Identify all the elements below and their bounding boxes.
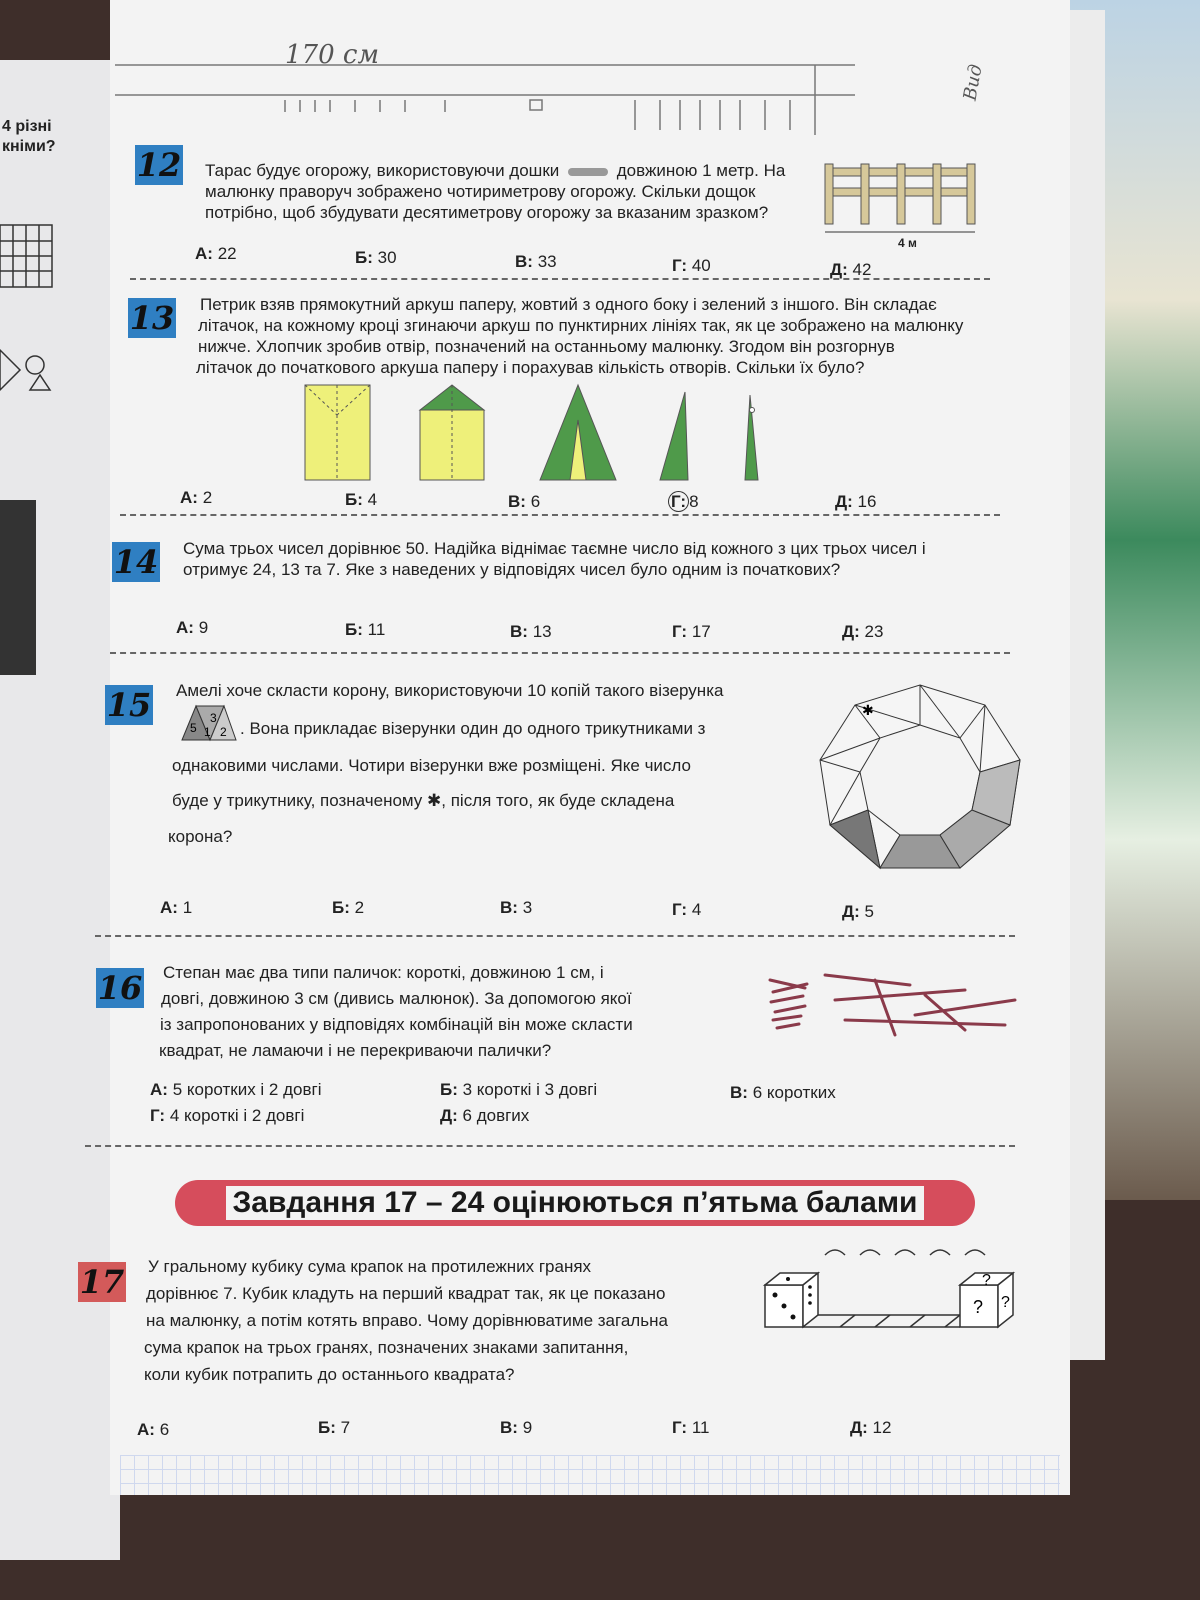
option-value: 1 — [182, 898, 193, 917]
fence-figure — [825, 160, 985, 240]
q15-text-line4: буде у трикутнику, позначеному ✱, після того, як буде складена — [172, 791, 675, 810]
page-bottom-grid — [120, 1455, 1060, 1495]
separator-line — [95, 935, 1015, 937]
q17-option-e[interactable] — [850, 1418, 891, 1438]
separator-line — [120, 514, 1000, 516]
question-number-16: 16 — [97, 969, 143, 1007]
q16-option-c[interactable] — [730, 1083, 836, 1103]
question-number-14: 14 — [113, 543, 159, 581]
option-value: 40 — [691, 256, 711, 275]
q13-option-a[interactable] — [180, 488, 212, 508]
option-value: 23 — [864, 622, 884, 641]
option-letter: В: — [730, 1083, 748, 1102]
pattern-number: 2 — [220, 725, 227, 739]
option-value: 8 — [689, 492, 699, 511]
option-letter: Г: — [150, 1106, 166, 1125]
q17-text-line4: сума крапок на трьох гранях, позначених знаками запитання, — [144, 1338, 629, 1357]
question-number-13: 13 — [129, 299, 175, 337]
option-value: 3 — [522, 898, 533, 917]
q15-text-line3: однаковими числами. Чотири візерунки вже розміщені. Яке число — [172, 756, 691, 775]
question-number-15: 15 — [106, 686, 152, 724]
q15-text-line1: Амелі хоче скласти корону, використовуючи 10 копій такого візерунка — [176, 681, 724, 700]
option-value: 5 — [864, 902, 874, 921]
option-value: 42 — [852, 260, 872, 279]
q14-option-c[interactable] — [510, 622, 552, 642]
handwritten-length: 170 см — [285, 40, 380, 70]
option-letter: Г: — [672, 256, 688, 275]
option-value: 22 — [217, 244, 237, 263]
q14-option-b[interactable] — [345, 620, 385, 640]
option-value: 16 — [857, 492, 877, 511]
q12-option-d[interactable] — [672, 256, 711, 276]
q14-text-line2: отримує 24, 13 та 7. Яке з наведених у відповідях чисел було одним із початкових? — [183, 560, 841, 579]
q12-option-e[interactable] — [830, 260, 871, 280]
fence-dimension-label: 4 м — [898, 236, 917, 250]
dice-rolling-figure — [760, 1245, 1040, 1355]
crown-figure — [810, 680, 1030, 880]
option-value: 6 довгих — [462, 1106, 530, 1125]
option-letter: Б: — [345, 620, 363, 639]
pattern-number: 3 — [210, 711, 217, 725]
sticks-figure — [765, 970, 1025, 1050]
q12-text-line3: потрібно, щоб збудувати десятиметрову огорожу за вказаним зразком? — [205, 203, 769, 222]
q12-text-line2: малюнку праворуч зображено чотириметрову огорожу. Скільки дощок — [205, 182, 756, 201]
q14-option-d[interactable] — [672, 622, 711, 642]
option-value: 4 — [691, 900, 702, 919]
q12-text-line1-start: Тарас будує огорожу, використовуючи дошки — [205, 161, 560, 180]
separator-line — [110, 652, 1010, 654]
q15-text-line2: . Вона прикладає візерунки один до одного трикутниками з — [240, 719, 706, 738]
left-page-text-2: кніми? — [2, 138, 56, 155]
option-value: 33 — [537, 252, 557, 271]
option-letter: А: — [160, 898, 178, 917]
option-letter: Д: — [850, 1418, 868, 1437]
q13-text-line3: нижче. Хлопчик зробив отвір, позначений на останньому малюнку. Згодом він розгорнув — [198, 337, 895, 356]
option-value: 6 — [159, 1420, 170, 1439]
option-letter: Г: — [672, 1418, 688, 1437]
option-letter: Б: — [355, 248, 373, 267]
q15-text-line5: корона? — [168, 827, 233, 846]
handwritten-side-note: Вид — [959, 62, 987, 103]
option-letter: Д: — [842, 902, 860, 921]
q16-text-line2: довгі, довжиною 3 см (дивись малюнок). За допомогою якої — [161, 989, 632, 1008]
left-page-text-1: 4 різні — [2, 118, 52, 135]
question-number-12: 12 — [136, 146, 182, 184]
option-letter: В: — [500, 1418, 518, 1437]
option-value: 11 — [691, 1418, 710, 1437]
option-value: 2 — [202, 488, 213, 507]
option-value: 12 — [872, 1418, 892, 1437]
option-value: 6 — [530, 492, 541, 511]
unknown-face-top: ? — [982, 1272, 991, 1289]
option-letter: А: — [180, 488, 198, 507]
separator-line — [130, 278, 990, 280]
q14-text-line1: Сума трьох чисел дорівнює 50. Надійка віднімає таємне число від кожного з цих трьох чисел і — [183, 539, 926, 558]
option-letter: В: — [508, 492, 526, 511]
q12-option-a[interactable] — [195, 244, 237, 264]
option-value: 9 — [198, 618, 209, 637]
option-letter: Г: — [668, 491, 689, 512]
q12-text-line1-end: довжиною 1 метр. На — [616, 161, 786, 180]
q15-option-a[interactable] — [160, 898, 192, 918]
paper-plane-folding-steps — [300, 380, 800, 490]
q13-text-line1: Петрик взяв прямокутний аркуш паперу, жовтий з одного боку і зелений з іншого. Він складає — [200, 295, 937, 314]
q15-option-e[interactable] — [842, 902, 874, 922]
crown-pattern-piece — [180, 702, 238, 742]
option-letter: Д: — [835, 492, 853, 511]
option-letter: Д: — [842, 622, 860, 641]
q17-option-a[interactable] — [137, 1420, 169, 1440]
q17-option-d[interactable] — [672, 1418, 709, 1438]
q15-option-c[interactable] — [500, 898, 532, 918]
q15-option-d[interactable] — [672, 900, 701, 920]
q16-text-line3: із запропонованих у відповідях комбінацій він може скласти — [160, 1015, 633, 1034]
q13-option-c[interactable] — [508, 492, 540, 512]
q13-option-e[interactable] — [835, 492, 876, 512]
q16-option-a[interactable] — [150, 1080, 322, 1100]
option-value: 5 коротких і 2 довгі — [172, 1080, 322, 1099]
option-letter: А: — [150, 1080, 168, 1099]
option-value: 4 короткі і 2 довгі — [169, 1106, 305, 1125]
q14-option-e[interactable] — [842, 622, 883, 642]
q13-text-line4: літачок до початкового аркуша паперу і порахував кількість отворів. Скільки їх було? — [196, 358, 865, 377]
option-letter: Г: — [672, 622, 688, 641]
q17-text-line3: на малюнку, а потім котять вправо. Чому дорівнюватиме загальна — [146, 1311, 668, 1330]
q16-option-d[interactable] — [150, 1106, 304, 1126]
option-letter: А: — [137, 1420, 155, 1439]
option-value: 30 — [377, 248, 397, 267]
q12-text-line1 — [205, 160, 785, 181]
left-page-shapes — [0, 345, 60, 405]
option-value: 17 — [691, 622, 711, 641]
unknown-face-front: ? — [973, 1297, 984, 1317]
option-letter: Д: — [830, 260, 848, 279]
q16-option-b[interactable] — [440, 1080, 597, 1100]
fence-sketch — [115, 50, 875, 140]
q13-text-line2: літачок, на кожному кроці згинаючи аркуш по пунктирних лініях так, як це зображено на малюнку — [198, 316, 964, 335]
q17-option-c[interactable] — [500, 1418, 532, 1438]
option-letter: Б: — [332, 898, 350, 917]
q13-option-b[interactable] — [345, 490, 377, 510]
q17-text-line5: коли кубик потрапить до останнього квадрата? — [144, 1365, 515, 1384]
star-marker-icon: ✱ — [862, 702, 874, 718]
section-banner-text: Завдання 17 – 24 оцінюються п’ятьма балами — [226, 1186, 923, 1220]
left-page-dark-panel — [0, 500, 36, 675]
q17-text-line1: У гральному кубику сума крапок на протилежних гранях — [148, 1257, 592, 1276]
plank-icon — [568, 168, 608, 176]
option-value: 13 — [532, 622, 552, 641]
question-number-17: 17 — [79, 1263, 125, 1301]
left-page-grid — [0, 225, 60, 305]
q12-option-b[interactable] — [355, 248, 397, 268]
option-letter: Д: — [440, 1106, 458, 1125]
q16-text-line4: квадрат, не ламаючи і не перекриваючи палички? — [159, 1041, 552, 1060]
option-letter: Б: — [440, 1080, 458, 1099]
option-value: 2 — [354, 898, 365, 917]
section-banner — [175, 1180, 975, 1226]
option-letter: В: — [510, 622, 528, 641]
option-value: 4 — [367, 490, 378, 509]
option-letter: Б: — [345, 490, 363, 509]
option-letter: В: — [500, 898, 518, 917]
option-value: 6 коротких — [752, 1083, 836, 1102]
option-value: 9 — [522, 1418, 533, 1437]
separator-line — [85, 1145, 1015, 1147]
option-letter: Г: — [672, 900, 688, 919]
option-letter: Б: — [318, 1418, 336, 1437]
q17-option-b[interactable] — [318, 1418, 350, 1438]
q17-text-line2: дорівнює 7. Кубик кладуть на перший квадрат так, як це показано — [146, 1284, 666, 1303]
q13-option-d[interactable] — [668, 492, 699, 512]
q16-text-line1: Степан має два типи паличок: короткі, довжиною 1 см, і — [163, 963, 604, 982]
option-letter: А: — [176, 618, 194, 637]
option-letter: А: — [195, 244, 213, 263]
option-letter: В: — [515, 252, 533, 271]
q14-option-a[interactable] — [176, 618, 208, 638]
option-value: 7 — [340, 1418, 351, 1437]
unknown-face-side: ? — [1001, 1294, 1010, 1311]
q16-option-e[interactable] — [440, 1106, 529, 1126]
option-value: 11 — [367, 620, 386, 639]
q12-option-c[interactable] — [515, 252, 557, 272]
pattern-number: 5 — [190, 721, 197, 735]
option-value: 3 короткі і 3 довгі — [462, 1080, 598, 1099]
q15-option-b[interactable] — [332, 898, 364, 918]
pattern-number: 1 — [204, 725, 211, 739]
